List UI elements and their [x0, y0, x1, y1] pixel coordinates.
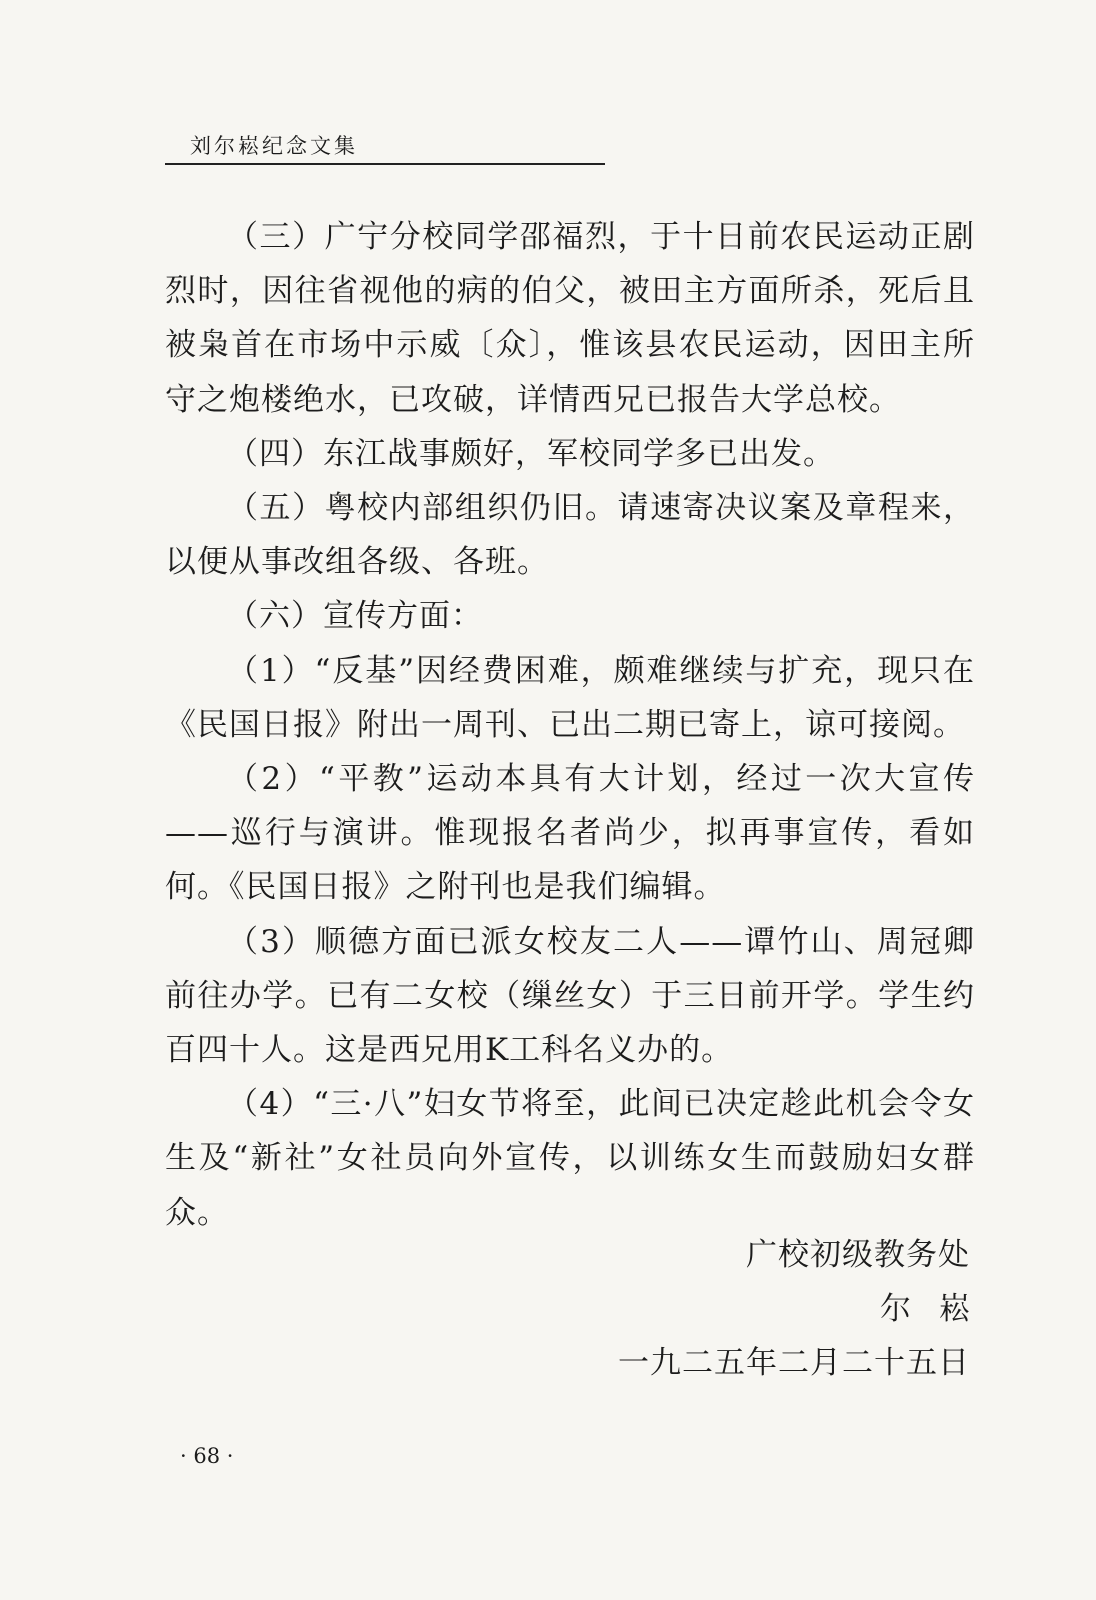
- signoff-date: 一九二五年二月二十五日: [618, 1345, 970, 1381]
- paragraph-4: （四）东江战事颇好，军校同学多已出发。: [227, 435, 835, 472]
- paragraph-6-item-3: （3）顺德方面已派女校友二人——谭竹山、周冠卿前往办学。已有二女校（缫丝女）于三日前开学。学生约百四十人。这是西兄用K工科名义办的。: [165, 923, 975, 1069]
- paragraph-6-item-4: （4）“三·八”妇女节将至，此间已决定趁此机会令女生及“新社”女社员向外宣传，以训练女生而鼓励妇女群众。: [165, 1086, 975, 1231]
- signoff: [618, 1228, 998, 1390]
- paragraph-5: （五）粤校内部组织仍旧。请速寄决议案及章程来，以便从事改组各级、各班。: [165, 490, 975, 581]
- signoff-name: 尔崧: [880, 1291, 998, 1327]
- header-rule: [165, 163, 605, 165]
- paragraph-3: （三）广宁分校同学邵福烈，于十日前农民运动正剧烈时，因往省视他的病的伯父，被田主方面所杀，死后且被枭首在市场中示威〔众〕，惟该县农民运动，因田主所守之炮楼绝水，已攻破，详情西兄已报告大学总校。: [165, 219, 975, 418]
- paragraph-6-item-1: （1）“反基”因经费困难，颇难继续与扩充，现只在《民国日报》附出一周刊、已出二期已寄上，谅可接阅。: [165, 652, 975, 743]
- running-head-title: 刘尔崧纪念文集: [190, 134, 358, 158]
- signoff-office: 广校初级教务处: [746, 1237, 970, 1273]
- paragraph-6-item-2: （2）“平教”运动本具有大计划，经过一次大宣传——巡行与演讲。惟现报名者尚少，拟再事宣传，看如何。《民国日报》之附刊也是我们编辑。: [165, 761, 975, 906]
- paragraph-6: （六）宣传方面：: [227, 598, 483, 635]
- body-text: [165, 210, 975, 1240]
- page-number: · 68 ·: [180, 1444, 234, 1468]
